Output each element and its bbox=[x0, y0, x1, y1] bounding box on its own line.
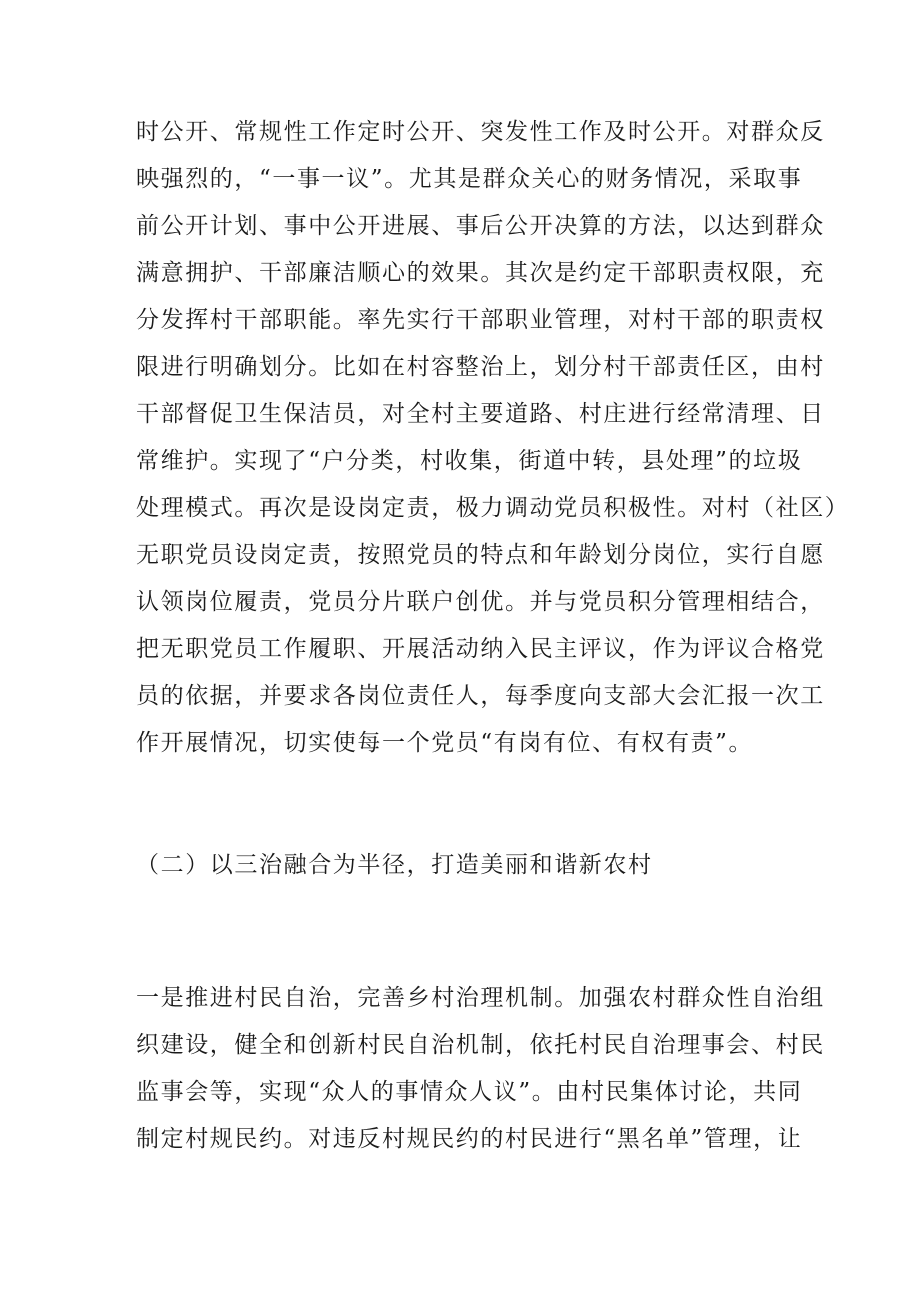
text-line: 限进行明确划分。比如在村容整治上，划分村干部责任区，由村 bbox=[136, 354, 825, 380]
text-line: 监事会等，实现“众人的事情众人议”。由村民集体讨论，共同 bbox=[136, 1079, 803, 1105]
text-line: 员的依据，并要求各岗位责任人，每季度向支部大会汇报一次工 bbox=[136, 683, 825, 709]
text-line: 作开展情况，切实使每一个党员“有岗有位、有权有责”。 bbox=[136, 730, 754, 756]
text-line: 分发挥村干部职能。率先实行干部职业管理，对村干部的职责权 bbox=[136, 307, 825, 333]
text-line: 织建设，健全和创新村民自治机制，依托村民自治理事会、村民 bbox=[136, 1032, 825, 1058]
text-line: 把无职党员工作履职、开展活动纳入民主评议，作为评议合格党 bbox=[136, 636, 825, 662]
text-line: 时公开、常规性工作定时公开、突发性工作及时公开。对群众反 bbox=[136, 119, 825, 145]
text-line: 制定村规民约。对违反村规民约的村民进行“黑名单”管理，让 bbox=[136, 1126, 803, 1152]
text-line: 映强烈的，“一事一议”。尤其是群众关心的财务情况，采取事 bbox=[136, 166, 803, 192]
text-line: 干部督促卫生保洁员，对全村主要道路、村庄进行经常清理、日 bbox=[136, 401, 825, 427]
text-line: 一是推进村民自治，完善乡村治理机制。加强农村群众性自治组 bbox=[136, 985, 825, 1011]
text-line: 前公开计划、事中公开进展、事后公开决算的方法，以达到群众 bbox=[136, 213, 825, 239]
text-line: 常维护。实现了“户分类，村收集，街道中转，县处理”的垃圾 bbox=[136, 448, 803, 474]
section-heading: （二）以三治融合为半径，打造美丽和谐新农村 bbox=[136, 852, 653, 878]
text-line: 认领岗位履责，党员分片联户创优。并与党员积分管理相结合， bbox=[136, 589, 825, 615]
text-line: 处理模式。再次是设岗定责，极力调动党员积极性。对村（社区） bbox=[136, 495, 850, 521]
text-line: 满意拥护、干部廉洁顺心的效果。其次是约定干部职责权限，充 bbox=[136, 260, 825, 286]
text-line: 无职党员设岗定责，按照党员的特点和年龄划分岗位，实行自愿 bbox=[136, 542, 825, 568]
